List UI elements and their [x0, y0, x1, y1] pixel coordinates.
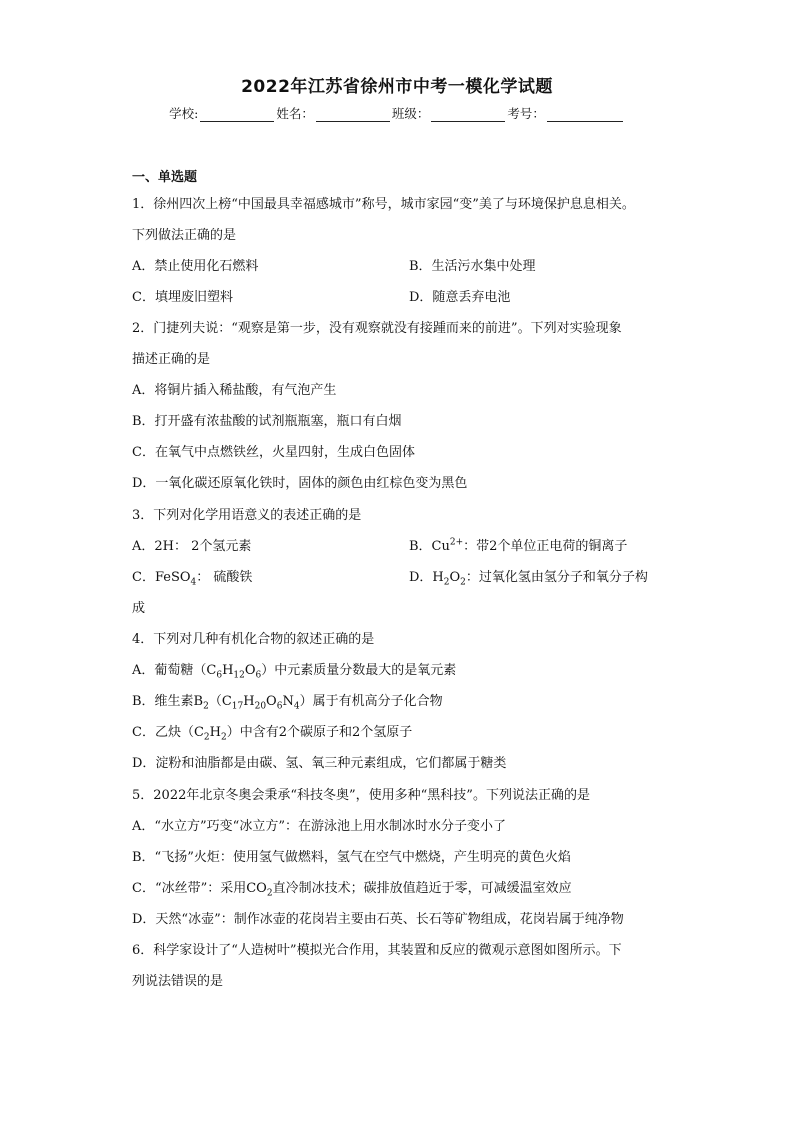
q3-option-d: D．$H_2O_2$：过氧化氢由氢分子和氧分子构 — [409, 570, 648, 588]
q6-stem-line1: 6．科学家设计了“人造树叶”模拟光合作用，其装置和反应的微观示意图如图所示。下 — [132, 943, 622, 958]
q2-option-a: A．将铜片插入稀盐酸，有气泡产生 — [132, 383, 337, 398]
q1-option-c: C．填埋废旧塑料 — [132, 290, 233, 305]
q1-option-d: D．随意丢弃电池 — [409, 290, 511, 305]
q4-option-d: D．淀粉和油脂都是由碳、氢、氧三种元素组成，它们都属于糖类 — [132, 756, 507, 771]
q4-option-c: C．乙炔$(C_2H_2)$中含有2个碳原子和2个氢原子 — [132, 725, 413, 743]
school-label: 学校: — [169, 106, 199, 121]
q3-stem: 3．下列对化学用语意义的表述正确的是 — [132, 508, 362, 523]
section-title: 一、单选题 — [132, 170, 198, 185]
q3-option-a: A．2H： 2个氢元素 — [132, 539, 252, 554]
q1-option-b: B．生活污水集中处理 — [409, 259, 536, 274]
name-label: 姓名： — [276, 106, 314, 121]
q5-option-b: B．“飞扬”火炬：使用氢气做燃料，氢气在空气中燃烧，产生明亮的黄色火焰 — [132, 850, 571, 865]
q3-option-d-continued: 成 — [132, 601, 146, 616]
class-label: 班级： — [391, 106, 430, 121]
id-blank[interactable] — [547, 108, 623, 122]
q5-option-a: A．“水立方”巧变“冰立方”：在游泳池上用水制冰时水分子变小了 — [132, 819, 506, 834]
q6-stem-line2: 列说法错误的是 — [132, 974, 224, 989]
q4-option-a: A．葡萄糖$(C_6H_{12}O_6)$中元素质量分数最大的是氧元素 — [132, 663, 457, 681]
id-label: 考号： — [507, 106, 545, 121]
q5-option-c: C．“冰丝带”：采用$CO_2$直冷制冰技术；碳排放值趋近于零，可减缓温室效应 — [132, 881, 572, 899]
exam-title: 2022年江苏省徐州市中考一模化学试题 — [241, 77, 553, 97]
q1-option-a: A．禁止使用化石燃料 — [132, 259, 259, 274]
student-info-row — [0, 104, 794, 122]
q2-option-c: C．在氧气中点燃铁丝，火星四射，生成白色固体 — [132, 445, 415, 460]
q2-option-b: B．打开盛有浓盐酸的试剂瓶瓶塞，瓶口有白烟 — [132, 414, 402, 429]
q4-option-b: B．维生素$B_2(C_{17}H_{20}O_6N_4)$属于有机高分子化合物 — [132, 694, 443, 712]
q5-option-d: D．天然“冰壶”：制作冰壶的花岗岩主要由石英、长石等矿物组成，花岗岩属于纯净物 — [132, 912, 624, 927]
name-blank[interactable] — [316, 108, 390, 122]
q3-option-b: B．$Cu^{2+}$：带2个单位正电荷的铜离子 — [409, 537, 628, 554]
class-blank[interactable] — [431, 108, 505, 122]
q3-option-c: C．FeSO$_4$： 硫酸铁 — [132, 570, 253, 588]
q1-stem-line2: 下列做法正确的是 — [132, 228, 237, 243]
q2-stem-line2: 描述正确的是 — [132, 352, 211, 367]
q1-stem-line1: 1．徐州四次上榜“中国最具幸福感城市”称号，城市家园“变”美了与环境保护息息相关。 — [132, 197, 635, 212]
q4-stem: 4．下列对几种有机化合物的叙述正确的是 — [132, 632, 375, 647]
school-blank[interactable] — [200, 108, 274, 122]
q2-option-d: D．一氧化碳还原氧化铁时，固体的颜色由红棕色变为黑色 — [132, 476, 468, 491]
q5-stem: 5．2022年北京冬奥会秉承“科技冬奥”，使用多种“黑科技”。下列说法正确的是 — [132, 788, 590, 803]
q2-stem-line1: 2．门捷列夫说：“观察是第一步，没有观察就没有接踵而来的前进”。下列对实验现象 — [132, 321, 622, 336]
